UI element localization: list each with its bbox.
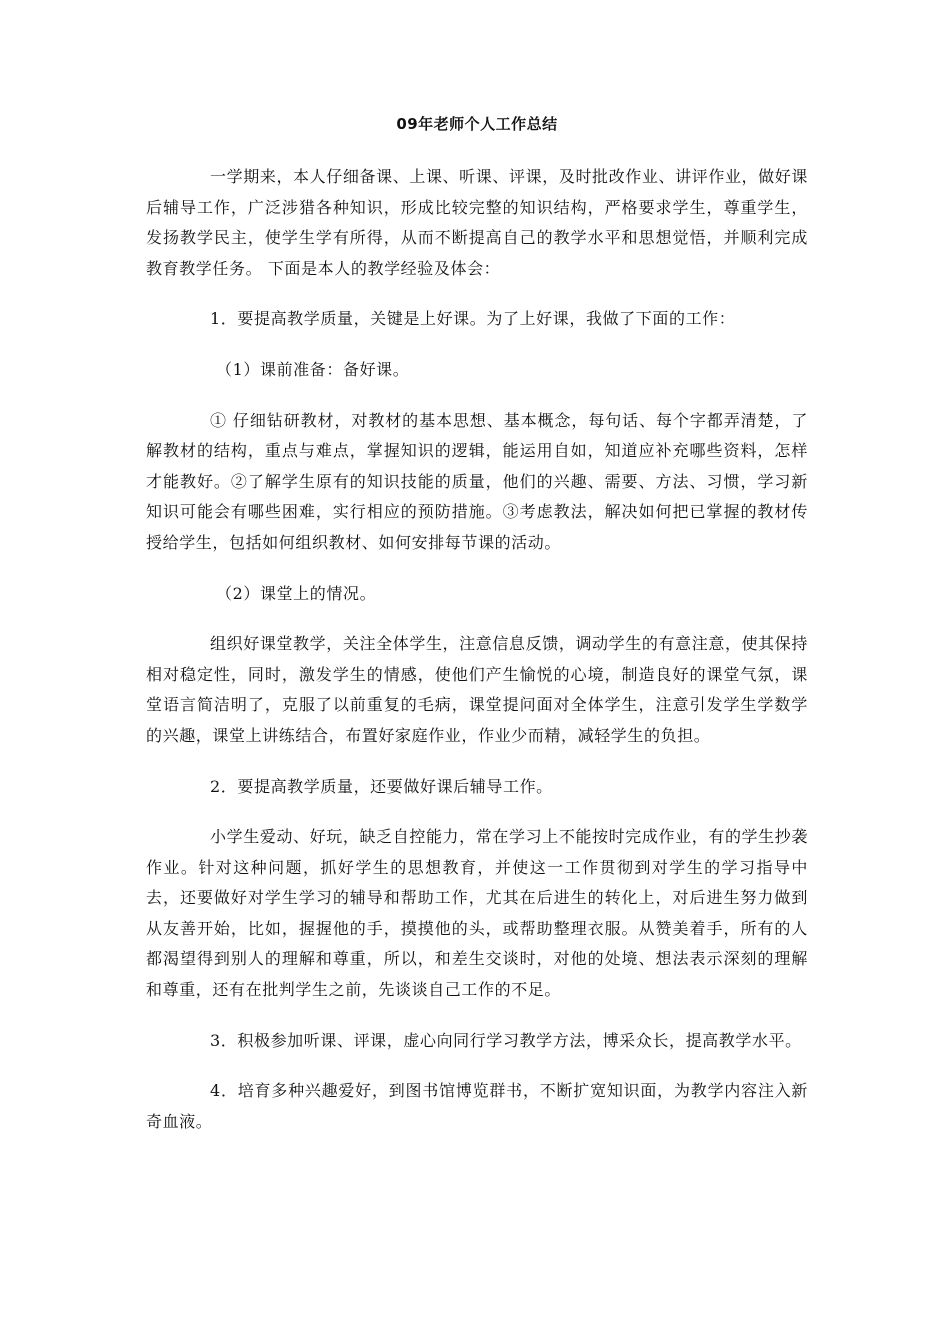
paragraph-intro: 一学期来，本人仔细备课、上课、听课、评课，及时批改作业、讲评作业，做好课后辅导工作，广泛涉猎各种知识，形成比较完整的知识结构，严格要求学生，尊重学生，发扬教学民主，使学生学有所得，从而不断提高自己的教学水平和思想觉悟，并顺利完成教育教学任务。 下面是本人的教学经验及体会：: [146, 167, 808, 278]
paragraph-section-3: 3．积极参加听课、评课，虚心向同行学习教学方法，博采众长，提高教学水平。: [210, 1030, 802, 1050]
paragraph-subsection-1: （1）课前准备：备好课。: [216, 359, 410, 379]
document-page: [146, 112, 808, 1157]
paragraph-classroom-details: 组织好课堂教学，关注全体学生，注意信息反馈，调动学生的有意注意，使其保持相对稳定性，同时，激发学生的情感，使他们产生愉悦的心境，制造良好的课堂气氛，课堂语言简洁明了，克服了以前重复的毛病，课堂提问面对全体学生，注意引发学生学数学的兴趣，课堂上讲练结合，布置好家庭作业，作业少而精，减轻学生的负担。: [146, 634, 808, 745]
paragraph-subsection-2: （2）课堂上的情况。: [216, 583, 377, 603]
paragraph-tutoring-details: 小学生爱动、好玩，缺乏自控能力，常在学习上不能按时完成作业，有的学生抄袭作业。针对这种问题，抓好学生的思想教育，并使这一工作贯彻到对学生的学习指导中去，还要做好对学生学习的辅导和帮助工作，尤其在后进生的转化上，对后进生努力做到从友善开始，比如，握握他的手，摸摸他的头，或帮助整理衣服。从赞美着手，所有的人都渴望得到别人的理解和尊重，所以，和差生交谈时，对他的处境、想法表示深刻的理解和尊重，还有在批判学生之前，先谈谈自己工作的不足。: [146, 827, 808, 1000]
document-title: 09年老师个人工作总结: [396, 115, 558, 133]
paragraph-section-4: 4．培育多种兴趣爱好，到图书馆博览群书，不断扩宽知识面，为教学内容注入新奇血液。: [146, 1081, 808, 1131]
paragraph-section-1: 1．要提高教学质量，关键是上好课。为了上好课，我做了下面的工作：: [210, 309, 736, 329]
paragraph-section-2: 2．要提高教学质量，还要做好课后辅导工作。: [210, 776, 553, 796]
paragraph-preparation-details: ① 仔细钻研教材，对教材的基本思想、基本概念，每句话、每个字都弄清楚，了解教材的结构，重点与难点，掌握知识的逻辑，能运用自如，知道应补充哪些资料，怎样才能教好。②了解学生原有的知识技能的质量，他们的兴趣、需要、方法、习惯，学习新知识可能会有哪些困难，实行相应的预防措施。③考虑教法，解决如何把已掌握的教材传授给学生，包括如何组织教材、如何安排每节课的活动。: [146, 410, 808, 552]
